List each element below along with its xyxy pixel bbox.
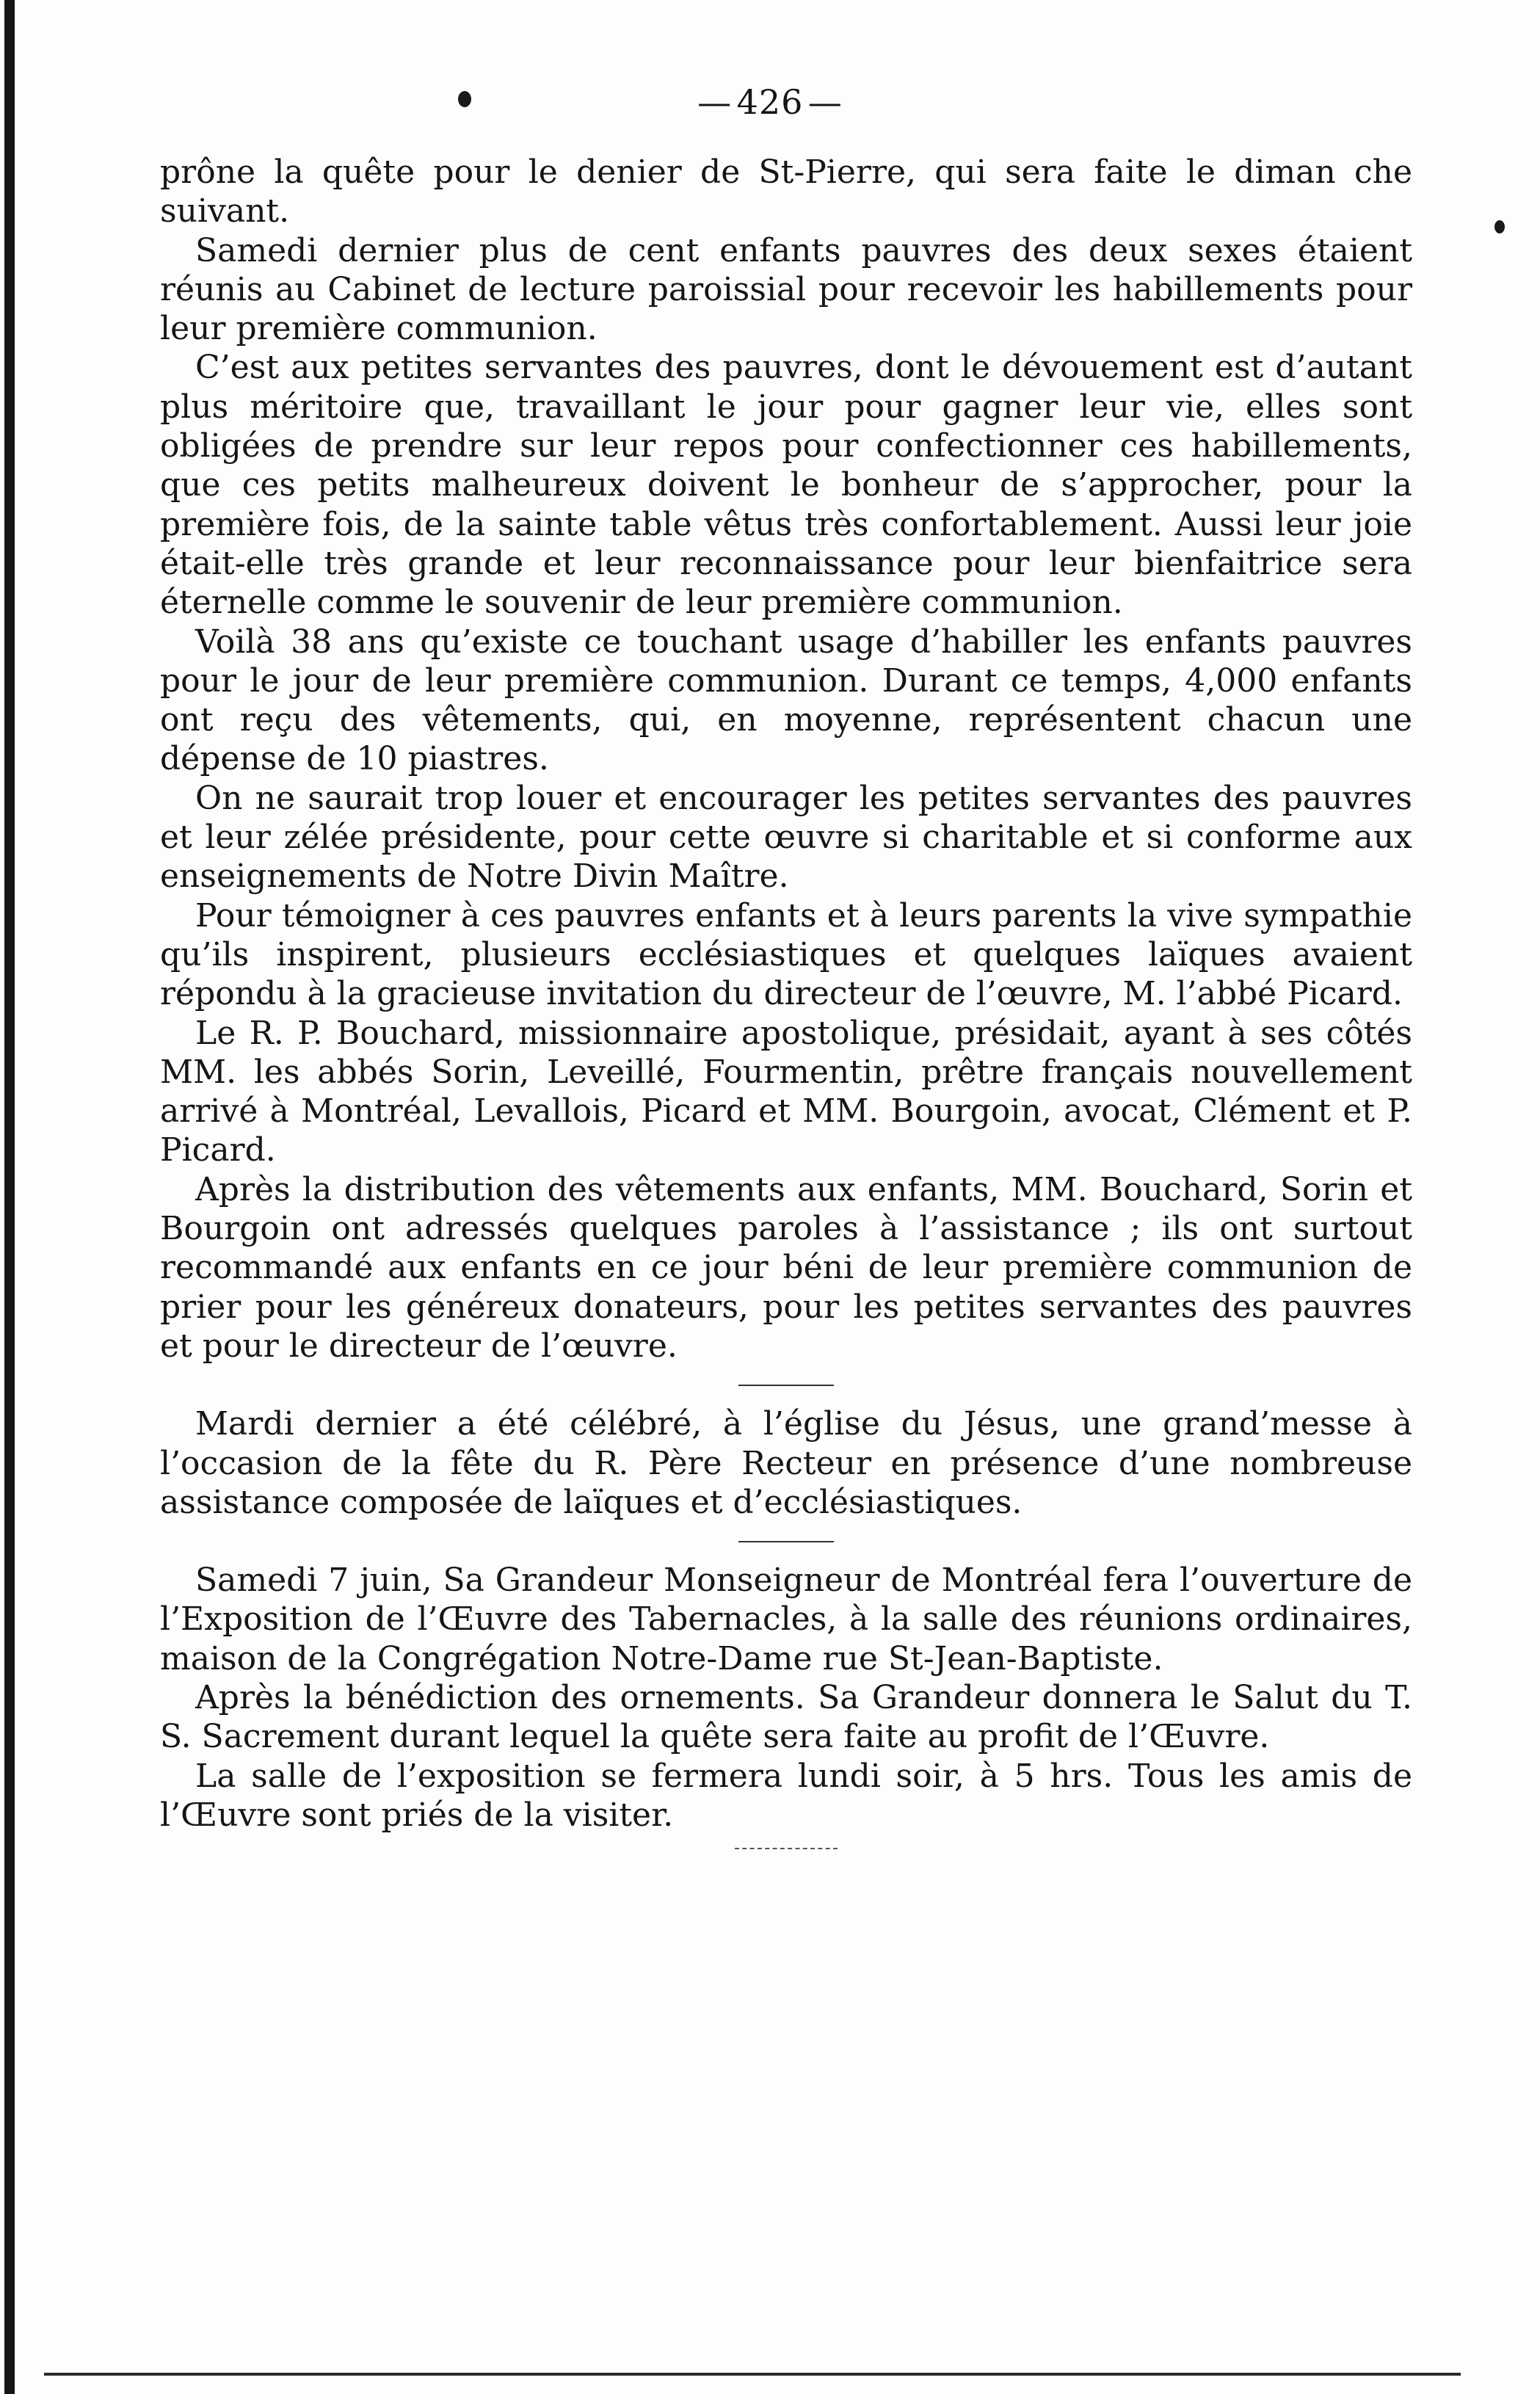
margin-dot-mark [1494,220,1505,233]
paragraph-9: Mardi dernier a été célébré, à l’église du Jésus, une grand’messe à l’occasion de la fête du R. Père Recteur en présence d’une nombreuse assistance composée de laïques et d’ecclésiastiques. [160,1405,1412,1521]
page-number-value: 426 [736,82,804,122]
paragraph-11: Après la bénédiction des ornements. Sa Grandeur donnera le Salut du T. S. Sacrement durant lequel la quête sera faite au profit de l’Œuvre. [160,1678,1412,1756]
paragraph-1: prône la quête pour le denier de St-Pierre, qui sera faite le diman che suivant. [160,153,1412,231]
section-divider [160,1365,1412,1404]
paragraph-6: Pour témoigner à ces pauvres enfants et à leurs parents la vive sympathie qu’ils inspirent, plusieurs ecclésiastiques et quelques laïques avaient répondu à la gracieuse invitation du directeur de l’œuvre, M. l’abbé Picard. [160,896,1412,1013]
paragraph-4: Voilà 38 ans qu’existe ce touchant usage d’habiller les enfants pauvres pour le jour de leur première communion. Durant ce temps, 4,000 enfants ont reçu des vêtements, qui, en moyenne, représentent chacun une dépense de 10 piastres. [160,623,1412,778]
article-body [160,153,1412,1851]
end-ornament [735,1848,838,1851]
paragraph-7: Le R. P. Bouchard, missionnaire apostolique, présidait, ayant à ses côtés MM. les abbés Sorin, Leveillé, Fourmentin, prêtre français nouvellement arrivé à Montréal, Levallois, Picard et MM. Bourgoin, avocat, Clément et P. Picard. [160,1014,1412,1169]
page-number: — 426 — [697,82,843,122]
paragraph-12: La salle de l’exposition se fermera lundi soir, à 5 hrs. Tous les amis de l’Œuvre sont priés de la visiter. [160,1757,1412,1834]
paragraph-2: Samedi dernier plus de cent enfants pauvres des deux sexes étaient réunis au Cabinet de lecture paroissial pour recevoir les habillements pour leur première communion. [160,231,1412,348]
paragraph-3: C’est aux petites servantes des pauvres, dont le dévouement est d’autant plus méritoire que, travaillant le jour pour gagner leur vie, elles sont obligées de prendre sur leur repos pour confectionner ces habillements, que ces petits malheureux doivent le bonheur de s’approcher, pour la première fois, de la sainte table vêtus très confortablement. Aussi leur joie était-elle très grande et leur reconnaissance pour leur bienfaitrice sera éternelle comme le souvenir de leur première communion. [160,349,1412,622]
paragraph-5: On ne saurait trop louer et encourager les petites servantes des pauvres et leur zélée présidente, pour cette œuvre si charitable et si conforme aux enseignements de Notre Divin Maître. [160,779,1412,896]
paragraph-8: Après la distribution des vêtements aux enfants, MM. Bouchard, Sorin et Bourgoin ont adressés quelques paroles à l’assistance ; ils ont surtout recommandé aux enfants en ce jour béni de leur première communion de prier pour les généreux donateurs, pour les petites servantes des pauvres et pour le directeur de l’œuvre. [160,1170,1412,1365]
section-divider [160,1522,1412,1561]
bottom-border-line [44,2373,1461,2376]
page-edge-shadow [4,0,15,2394]
paragraph-10: Samedi 7 juin, Sa Grandeur Monseigneur de Montréal fera l’ouverture de l’Exposition de l’Œuvre des Tabernacles, à la salle des réunions ordinaires, maison de la Congrégation Notre-Dame rue St-Jean-Baptiste. [160,1561,1412,1677]
